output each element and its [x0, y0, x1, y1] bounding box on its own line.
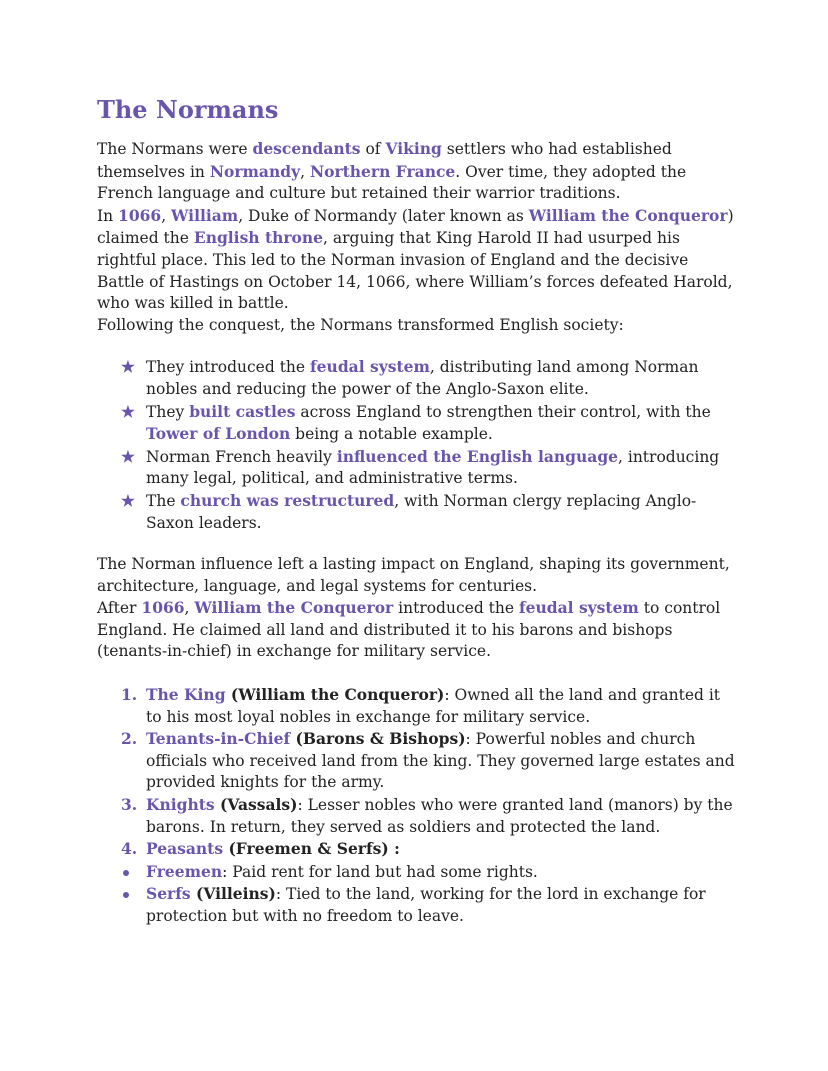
text-run: Norman French heavily — [146, 447, 337, 466]
highlight-northern-france: Northern France — [309, 161, 456, 181]
transform-paragraph: Following the conquest, the Normans transformed English society: — [97, 315, 624, 334]
highlight-william-the-conqueror: William the Conqueror — [528, 205, 728, 225]
bold-text: (William the Conqueror) — [225, 685, 445, 705]
text-run: . Over time, they adopted the French language and culture but retained their warrior traditions. — [97, 162, 687, 203]
star-icon: ★ — [121, 401, 135, 421]
bold-text: (Freemen & Serfs) : — [223, 839, 400, 859]
highlight-1066: 1066 — [141, 598, 185, 618]
text-run: , with Norman clergy replacing Anglo-Saxon leaders. — [146, 491, 697, 532]
text-run: , Duke of Normandy (later known as — [238, 206, 529, 225]
list-item — [97, 490, 737, 534]
page-title: The Normans — [97, 95, 279, 124]
highlight-the-king: The King — [146, 685, 226, 705]
text-run: They — [146, 402, 190, 421]
document-page — [97, 92, 737, 928]
bold-text: (Vassals) — [214, 795, 298, 815]
star-icon: ★ — [121, 490, 135, 510]
text-run: , — [300, 162, 310, 181]
list-item — [97, 356, 737, 400]
influence-paragraph: The Norman influence left a lasting impact on England, shaping its government, architecture, language, and legal systems for centuries. — [97, 555, 730, 595]
list-item — [97, 401, 737, 446]
changes-list — [97, 356, 737, 534]
text-run: across England to strengthen their control, with the — [295, 402, 711, 421]
text-run: : Lesser nobles who were granted land (manors) by the barons. In return, they served as soldiers and protected the land. — [146, 796, 733, 836]
text-run: to control England. He claimed all land and distributed it to his barons and bishops (tenants-in-chief) in exchange for military service. — [97, 599, 721, 661]
highlight-normandy: Normandy — [209, 161, 301, 181]
list-item — [97, 794, 737, 838]
bullet-icon — [123, 892, 129, 898]
list-item — [97, 861, 737, 884]
text-run: They introduced the — [146, 358, 311, 377]
conquest-paragraph — [97, 205, 737, 315]
text-run: After — [97, 599, 142, 618]
text-run: In — [97, 206, 119, 225]
highlight-english-language: influenced the English language — [336, 446, 619, 466]
highlight-descendants: descendants — [252, 139, 361, 158]
text-run: , distributing land among Norman nobles and reducing the power of the Anglo-Saxon elite. — [146, 358, 699, 398]
highlight-feudal-system: feudal system — [518, 598, 639, 618]
text-run: introduced the — [393, 599, 519, 618]
highlight-church-restructured: church was restructured — [180, 490, 395, 510]
feudal-hierarchy-list — [97, 684, 737, 861]
highlight-1066: 1066 — [118, 205, 162, 225]
text-run: : Tied to the land, working for the lord in exchange for protection but with no freedom to leave. — [146, 885, 706, 925]
bullet-icon — [123, 870, 129, 876]
text-run: , — [161, 206, 172, 225]
peasants-list — [97, 861, 737, 928]
text-run: , — [184, 599, 195, 618]
text-run: The Normans were — [97, 140, 253, 158]
list-item — [97, 883, 737, 927]
bold-text: (Villeins) — [190, 884, 276, 904]
highlight-peasants: Peasants — [146, 839, 224, 859]
list-number: 2. — [121, 729, 138, 749]
highlight-william: William — [171, 205, 239, 225]
text-run: : Powerful nobles and church officials who received land from the king. They governed large estates and provided knights for the army. — [146, 730, 735, 792]
highlight-english-throne: English throne — [193, 228, 324, 248]
intro-paragraph — [97, 138, 737, 205]
text-run: : Owned all the land and granted it to his most loyal nobles in exchange for military service. — [146, 686, 721, 726]
list-item — [97, 838, 737, 861]
highlight-built-castles: built castles — [189, 401, 296, 421]
highlight-serfs: Serfs — [146, 884, 191, 904]
text-run: ) claimed the — [97, 206, 734, 248]
star-icon: ★ — [121, 446, 135, 466]
text-run: , arguing that King Harold II had usurped his rightful place. This led to the Norman invasion of England and the decisive Battle of Hastings on October 14, 1066, where William’s forces defeated Harold, who was killed in battle. — [97, 229, 733, 313]
highlight-viking: Viking — [385, 139, 442, 158]
list-item — [97, 684, 737, 728]
list-number: 3. — [121, 795, 138, 815]
highlight-william-the-conqueror: William the Conqueror — [194, 598, 394, 618]
text-run: being a notable example. — [290, 425, 493, 444]
highlight-tenants-in-chief: Tenants-in-Chief — [146, 729, 291, 749]
text-run: of — [360, 140, 386, 158]
highlight-knights: Knights — [146, 795, 215, 815]
star-icon: ★ — [121, 357, 135, 377]
list-number: 4. — [121, 839, 138, 859]
highlight-feudal-system: feudal system — [310, 357, 430, 377]
highlight-freemen: Freemen — [146, 861, 223, 881]
bold-text: (Barons & Bishops) — [290, 729, 466, 749]
list-item — [97, 446, 737, 490]
text-run: settlers who had established themselves in — [97, 140, 672, 181]
highlight-tower-of-london: Tower of London — [146, 424, 291, 444]
feudal-paragraph — [97, 597, 737, 663]
text-run: : Paid rent for land but had some rights. — [222, 862, 538, 881]
text-run: , introducing many legal, political, and administrative terms. — [146, 447, 720, 488]
list-number: 1. — [121, 685, 138, 705]
list-item — [97, 728, 737, 794]
text-run: The — [146, 491, 181, 510]
